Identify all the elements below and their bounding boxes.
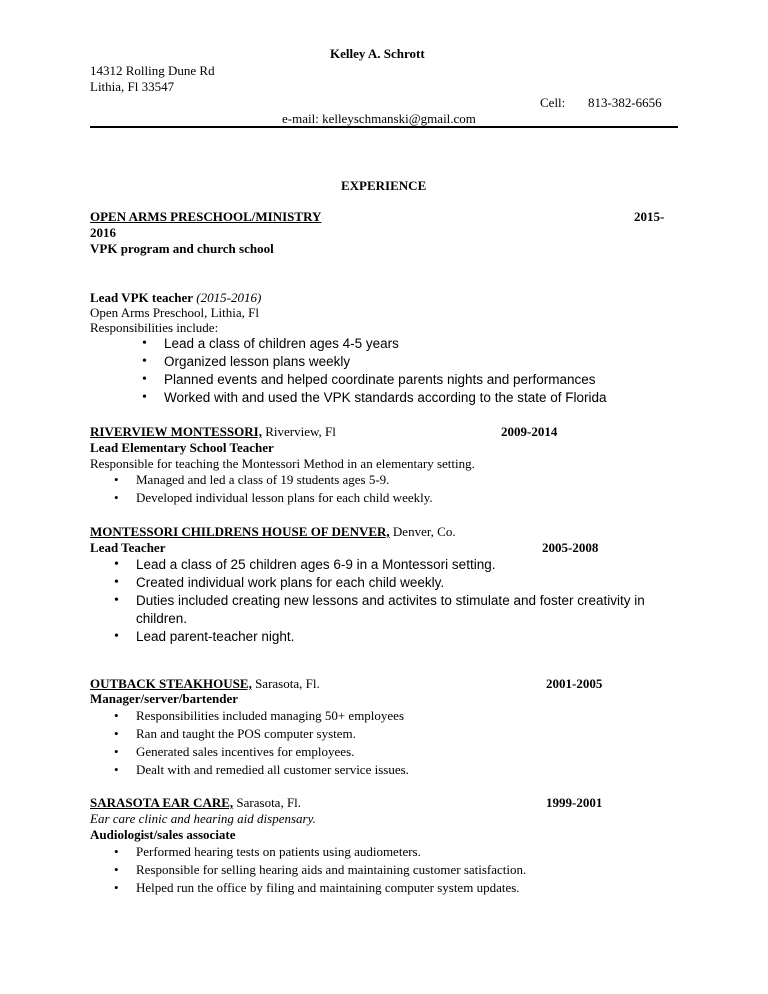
job2-location: Riverview, Fl	[261, 424, 336, 439]
job2-role: Lead Elementary School Teacher	[90, 440, 274, 455]
email: e-mail: kelleyschmanski@gmail.com	[282, 111, 476, 126]
job4-org: OUTBACK STEAKHOUSE,	[90, 676, 252, 691]
address-line-2: Lithia, Fl 33547	[90, 79, 175, 94]
job5-org-line	[90, 795, 301, 811]
list-item: • Developed individual lesson plans for each child weekly.	[90, 489, 433, 507]
job2-desc: Responsible for teaching the Montessori Method in an elementary setting.	[90, 456, 475, 471]
cell-label: Cell:	[540, 95, 566, 110]
job5-location: Sarasota, Fl.	[233, 795, 302, 810]
list-item: • Created individual work plans for each child weekly.	[90, 574, 650, 592]
address-line-1: 14312 Rolling Dune Rd	[90, 63, 215, 78]
list-item: • Managed and led a class of 19 students ages 5-9.	[90, 471, 433, 489]
list-item: • Helped run the office by filing and maintaining computer system updates.	[90, 879, 526, 897]
list-item: • Lead a class of children ages 4-5 years	[90, 335, 607, 353]
job2-org: RIVERVIEW MONTESSORI,	[90, 424, 262, 439]
job1-org: OPEN ARMS PRESCHOOL/MINISTRY	[90, 209, 322, 224]
job1-resp-label: Responsibilities include:	[90, 320, 219, 335]
header-divider	[90, 126, 678, 128]
resume-name: Kelley A. Schrott	[330, 46, 425, 61]
job1-role: Lead VPK teacher	[90, 290, 194, 305]
job4-org-line	[90, 676, 320, 692]
list-item: • Organized lesson plans weekly	[90, 353, 607, 371]
list-item: • Dealt with and remedied all customer service issues.	[90, 761, 409, 779]
job3-role: Lead Teacher	[90, 540, 166, 555]
job3-org: MONTESSORI CHILDRENS HOUSE OF DENVER,	[90, 524, 390, 539]
job1-years-end: 2016	[90, 225, 116, 240]
job1-bullets	[90, 335, 607, 407]
job1-location: Open Arms Preschool, Lithia, Fl	[90, 305, 259, 320]
job2-years: 2009-2014	[501, 424, 558, 439]
job2-org-line	[90, 424, 336, 440]
job2-bullets	[90, 471, 433, 507]
job4-role: Manager/server/bartender	[90, 691, 239, 706]
list-item: • Responsibilities included managing 50+ employees	[90, 707, 409, 725]
job3-years: 2005-2008	[542, 540, 599, 555]
list-item: • Ran and taught the POS computer system.	[90, 725, 409, 743]
job3-bullets	[90, 556, 650, 646]
cell-number: 813-382-6656	[588, 95, 662, 110]
list-item: • Generated sales incentives for employees.	[90, 743, 409, 761]
job4-bullets	[90, 707, 409, 779]
job5-years: 1999-2001	[546, 795, 603, 810]
job1-subtitle: VPK program and church school	[90, 241, 274, 256]
job1-role-line	[90, 290, 261, 306]
job3-location: Denver, Co.	[389, 524, 456, 539]
list-item: • Lead a class of 25 children ages 6-9 in a Montessori setting.	[90, 556, 650, 574]
list-item: • Worked with and used the VPK standards according to the state of Florida	[90, 389, 607, 407]
job3-org-line	[90, 524, 456, 540]
job4-location: Sarasota, Fl.	[251, 676, 320, 691]
list-item: • Lead parent-teacher night.	[90, 628, 650, 646]
job1-years-start: 2015-	[634, 209, 665, 224]
job5-role: Audiologist/sales associate	[90, 827, 236, 842]
list-item: • Planned events and helped coordinate parents nights and performances	[90, 371, 607, 389]
section-title-experience: EXPERIENCE	[341, 178, 427, 193]
job4-years: 2001-2005	[546, 676, 603, 691]
job5-desc: Ear care clinic and hearing aid dispensary.	[90, 811, 316, 826]
list-item: • Performed hearing tests on patients using audiometers.	[90, 843, 526, 861]
job5-org: SARASOTA EAR CARE,	[90, 795, 234, 810]
list-item: • Responsible for selling hearing aids and maintaining customer satisfaction.	[90, 861, 526, 879]
job5-bullets	[90, 843, 526, 897]
job1-role-dates: (2015-2016)	[196, 290, 262, 305]
list-item: • Duties included creating new lessons and activites to stimulate and foster creativity in children.	[90, 592, 650, 628]
